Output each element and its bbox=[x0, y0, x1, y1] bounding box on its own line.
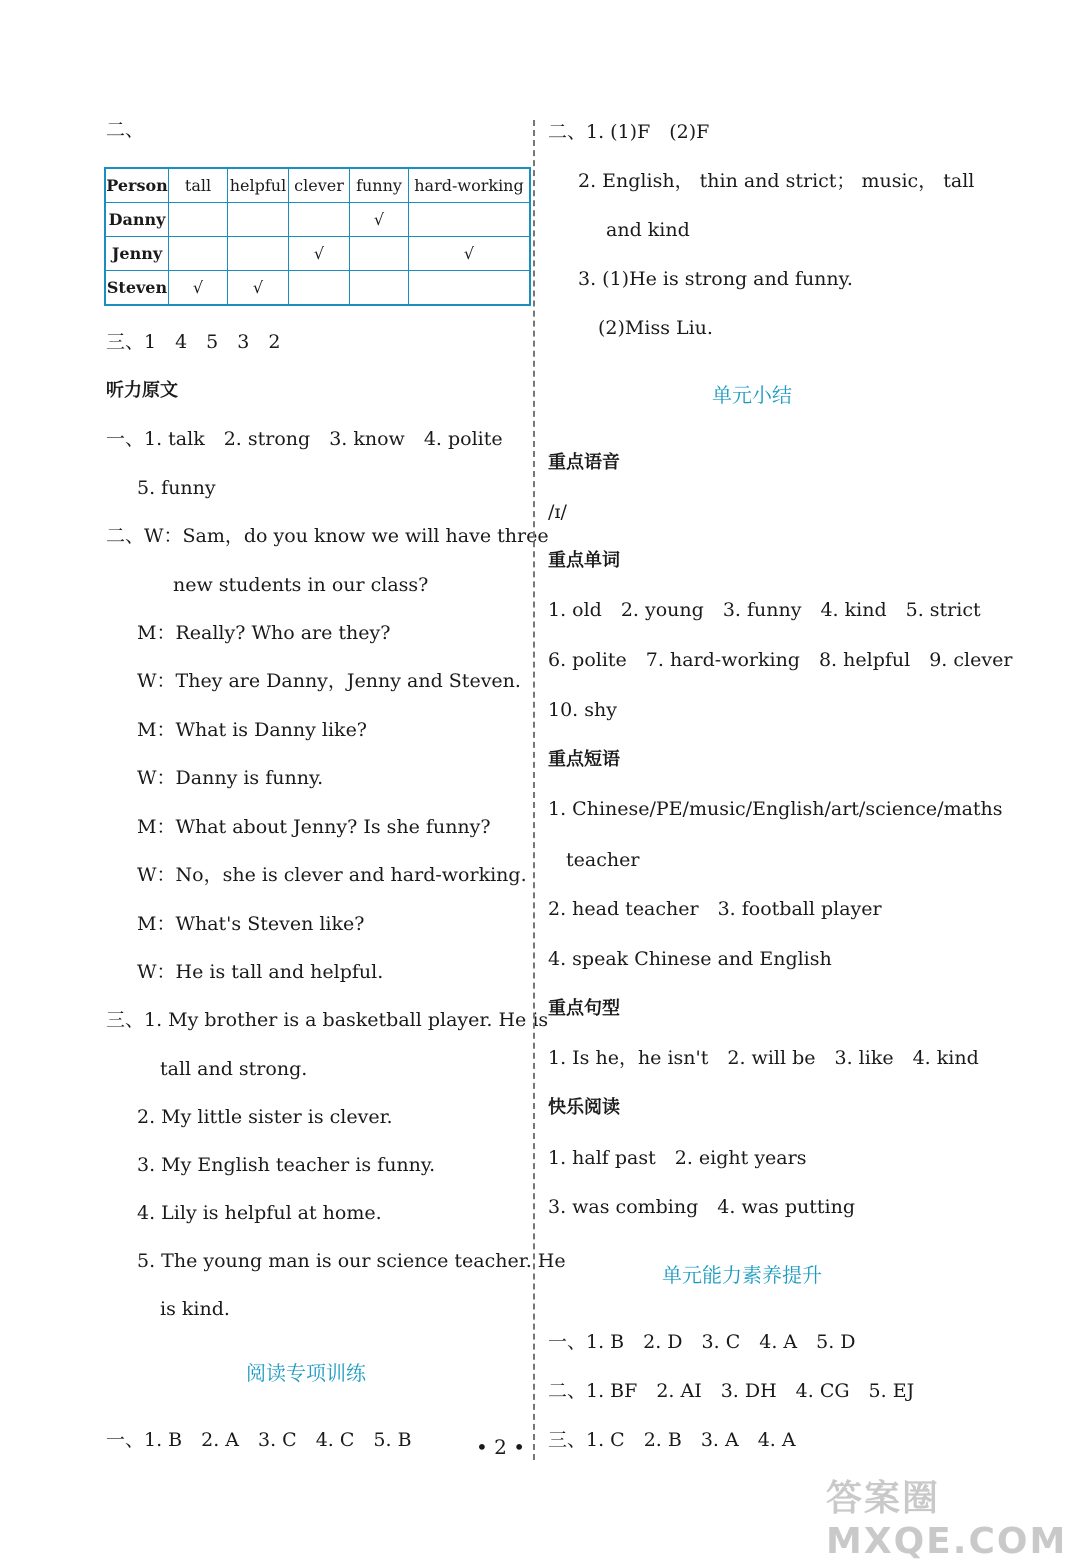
table-cell bbox=[169, 237, 228, 271]
listening-part2-line: new students in our class? bbox=[173, 574, 429, 596]
dialog-line: M：What's Steven like? bbox=[137, 913, 365, 935]
listening-title: 听力原文 bbox=[106, 380, 178, 401]
table-row bbox=[105, 237, 530, 271]
table-cell bbox=[289, 271, 350, 306]
ability-section-title: 单元能力素养提升 bbox=[662, 1263, 822, 1287]
dialog-line: M：Really? Who are they? bbox=[137, 622, 391, 644]
sentences-line: 1. Is he，he isn't 2. will be 3. like 4. kind bbox=[548, 1047, 979, 1069]
table-cell bbox=[228, 237, 289, 271]
table-cell: √ bbox=[409, 237, 531, 271]
phonics-line: /ɪ/ bbox=[548, 501, 567, 523]
listening-part2-line: 二、W：Sam，do you know we will have three bbox=[106, 525, 549, 547]
listening-part3-line: 2. My little sister is clever. bbox=[137, 1106, 393, 1128]
phrases-heading: 重点短语 bbox=[548, 749, 620, 770]
reading-answers: 一、1. B 2. A 3. C 4. C 5. B bbox=[106, 1429, 412, 1451]
sentences-heading: 重点句型 bbox=[548, 998, 620, 1019]
table-header-cell: funny bbox=[350, 168, 409, 203]
reading-part2-line: (2)Miss Liu. bbox=[598, 317, 713, 339]
reading-part2-line: and kind bbox=[606, 219, 690, 241]
table-row-name: Danny bbox=[105, 203, 169, 237]
listening-part3-line: 三、1. My brother is a basketball player. He is bbox=[106, 1009, 549, 1031]
ability-answers: 二、1. BF 2. AI 3. DH 4. CG 5. EJ bbox=[548, 1380, 915, 1402]
listening-part3-line: tall and strong. bbox=[160, 1058, 308, 1080]
phrases-line: teacher bbox=[566, 849, 640, 871]
words-line: 1. old 2. young 3. funny 4. kind 5. strict bbox=[548, 599, 981, 621]
summary-section-title: 单元小结 bbox=[712, 383, 792, 407]
table-header-cell: clever bbox=[289, 168, 350, 203]
table-cell bbox=[409, 271, 531, 306]
table-cell bbox=[409, 203, 531, 237]
watermark: 答案圈 MXQE.COM bbox=[826, 1478, 1067, 1562]
ability-answers: 三、1. C 2. B 3. A 4. A bbox=[548, 1429, 796, 1451]
reading-section-title: 阅读专项训练 bbox=[246, 1361, 366, 1385]
table-row bbox=[105, 203, 530, 237]
listening-part1-line: 5. funny bbox=[137, 477, 216, 499]
table-cell bbox=[228, 203, 289, 237]
dialog-line: W：Danny is funny. bbox=[137, 767, 324, 789]
page-number: • 2 • bbox=[475, 1435, 526, 1459]
happy-reading-heading: 快乐阅读 bbox=[548, 1097, 620, 1118]
phrases-line: 4. speak Chinese and English bbox=[548, 948, 832, 970]
reading-part2-line: 3. (1)He is strong and funny. bbox=[578, 268, 853, 290]
table-header-cell: tall bbox=[169, 168, 228, 203]
ability-answers: 一、1. B 2. D 3. C 4. A 5. D bbox=[548, 1331, 856, 1353]
listening-part3-line: 4. Lily is helpful at home. bbox=[137, 1202, 382, 1224]
dialog-line: M：What about Jenny? Is she funny? bbox=[137, 816, 491, 838]
happy-reading-line: 1. half past 2. eight years bbox=[548, 1147, 807, 1169]
part2-label: 二、 bbox=[106, 119, 145, 141]
table-cell bbox=[289, 203, 350, 237]
table-row-name: Steven bbox=[105, 271, 169, 306]
table-row bbox=[105, 271, 530, 306]
table-cell: √ bbox=[228, 271, 289, 306]
phrases-line: 1. Chinese/PE/music/English/art/science/maths bbox=[548, 798, 1003, 820]
table-cell: √ bbox=[169, 271, 228, 306]
table-cell bbox=[350, 271, 409, 306]
dialog-line: W：He is tall and helpful. bbox=[137, 961, 384, 983]
words-line: 6. polite 7. hard-working 8. helpful 9. clever bbox=[548, 649, 1013, 671]
table-header-row bbox=[105, 168, 530, 203]
listening-part3-line: 3. My English teacher is funny. bbox=[137, 1154, 436, 1176]
table-header-cell: helpful bbox=[228, 168, 289, 203]
happy-reading-line: 3. was combing 4. was putting bbox=[548, 1196, 855, 1218]
dialog-line: M：What is Danny like? bbox=[137, 719, 367, 741]
column-divider bbox=[533, 120, 535, 1460]
table-header-cell: Person bbox=[105, 168, 169, 203]
table-row-name: Jenny bbox=[105, 237, 169, 271]
dialog-line: W：They are Danny，Jenny and Steven. bbox=[137, 670, 521, 692]
words-line: 10. shy bbox=[548, 699, 617, 721]
table-cell bbox=[169, 203, 228, 237]
table-cell: √ bbox=[289, 237, 350, 271]
answer-table bbox=[104, 167, 531, 306]
words-heading: 重点单词 bbox=[548, 550, 620, 571]
table-cell: √ bbox=[350, 203, 409, 237]
listening-part3-line: is kind. bbox=[160, 1298, 230, 1320]
table-header-cell: hard-working bbox=[409, 168, 531, 203]
phrases-line: 2. head teacher 3. football player bbox=[548, 898, 882, 920]
reading-part2-line: 2. English， thin and strict； music， tall bbox=[578, 170, 975, 192]
reading-part2-line: 二、1. (1)F (2)F bbox=[548, 121, 710, 143]
part3-answers: 三、1 4 5 3 2 bbox=[106, 331, 281, 353]
phonics-heading: 重点语音 bbox=[548, 452, 620, 473]
listening-part1-line: 一、1. talk 2. strong 3. know 4. polite bbox=[106, 428, 503, 450]
table-cell bbox=[350, 237, 409, 271]
listening-part3-line: 5. The young man is our science teacher. He bbox=[137, 1250, 566, 1272]
dialog-line: W：No，she is clever and hard-working. bbox=[137, 864, 527, 886]
